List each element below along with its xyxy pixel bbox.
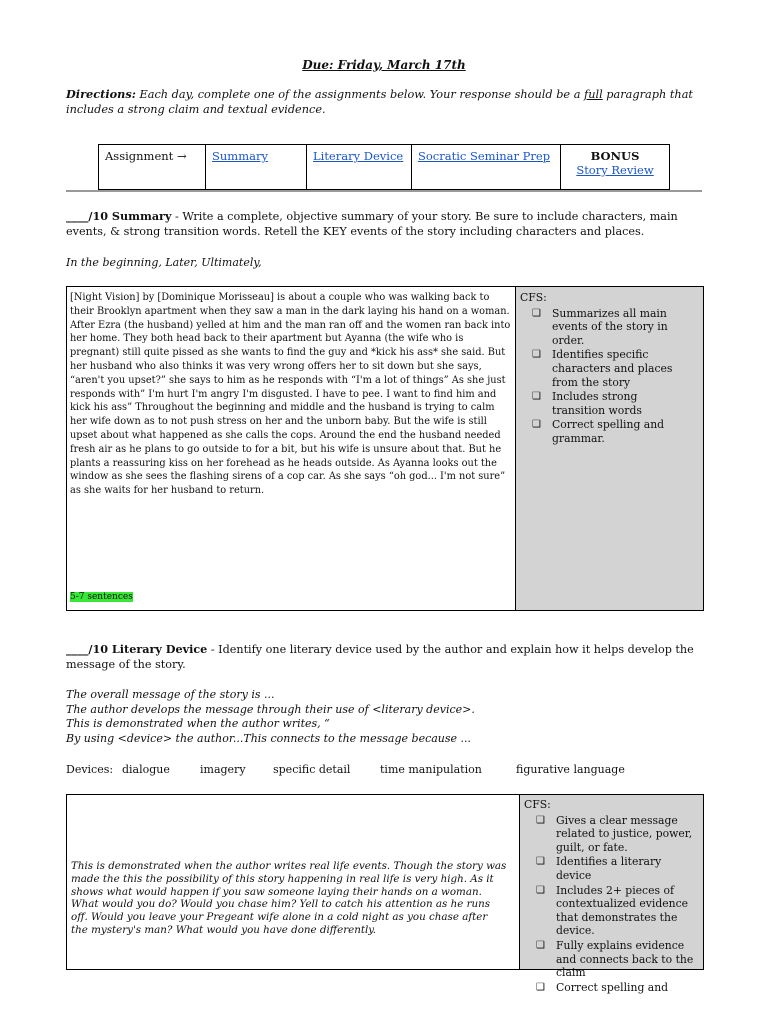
cfs-item: ❑ Correct spelling and grammar. xyxy=(532,418,690,445)
directions-label: Directions: xyxy=(66,87,136,101)
summary-response-box xyxy=(66,286,704,611)
literary-device-link[interactable]: Literary Device xyxy=(313,149,404,163)
summary-instructions: - Write a complete, objective summary of your story. Be sure to include characters, main events, & strong transition words. Retell the KEY events of the story including characters and places. xyxy=(66,210,678,238)
cfs-item: ❑ Fully explains evidence and connects back to the claim xyxy=(536,939,696,980)
due-date: Due: Friday, March 17th xyxy=(302,58,466,72)
cfs-item: ❑ Gives a clear message related to justice, power, guilt, or fate. xyxy=(536,814,696,855)
literary-response-text[interactable]: This is demonstrated when the author writes real life events. Though the story was made the this the possibility of this story happening in real life is very high. As it shows what would happen if you saw someone laying their hands on a woman. What would you do? Would you chase him? Yell to catch his attention as he runs off. Would you leave your Pregeant wife alone in a cold night as you chase after the mystery's man? What would you have done differently. xyxy=(71,860,507,936)
device-item: dialogue xyxy=(122,763,170,776)
starter-line: This is demonstrated when the author writes, “ xyxy=(66,717,330,730)
cfs-item: ❑ Includes 2+ pieces of contextualized evidence that demonstrates the device. xyxy=(536,884,696,938)
divider xyxy=(66,190,702,192)
story-review-link[interactable]: Story Review xyxy=(576,163,654,177)
bonus-cell xyxy=(561,145,670,190)
literary-score-label: ____/10 Literary Device xyxy=(66,642,208,656)
literary-starters xyxy=(66,688,475,746)
summary-score-label: ____/10 Summary xyxy=(66,209,172,223)
device-item: figurative language xyxy=(516,763,625,776)
directions-emphasis: full xyxy=(584,88,603,101)
literary-instructions: - Identify one literary device used by the author and explain how it helps develop the message of the story. xyxy=(66,643,694,671)
starter-line: The overall message of the story is ... xyxy=(66,688,275,701)
assignment-label: Assignment → xyxy=(99,145,206,190)
starter-line: By using <device> the author...This connects to the message because ... xyxy=(66,731,472,745)
cfs-label: CFS: xyxy=(520,291,547,304)
cfs-item: ❑ Summarizes all main events of the story in order. xyxy=(532,307,690,348)
summary-cfs-list xyxy=(516,307,690,446)
directions-text: Each day, complete one of the assignments below. Your response should be a xyxy=(135,88,585,101)
cfs-item: ❑ Includes strong transition words xyxy=(532,390,690,417)
cfs-item: ❑ Correct spelling and xyxy=(536,981,696,995)
directions xyxy=(66,87,706,117)
summary-cfs-panel xyxy=(515,287,703,610)
cfs-label: CFS: xyxy=(524,798,551,811)
summary-heading xyxy=(66,209,702,239)
starter-line: The author develops the message through their use of <literary device>. xyxy=(66,702,475,716)
device-item: imagery xyxy=(200,763,246,776)
summary-response-text[interactable]: [Night Vision] by [Dominique Morisseau] is about a couple who was walking back to their Brooklyn apartment when they saw a man in the dark laying his hand on a woman. After Ezra (the husband) yelled at him and the man ran off and the women ran back into her home. They both head back to their apartment but Ayanna (the wife who is pregnant) still quite pissed as she wants to find the guy and *kick his ass* she said. But her husband who also thinks it was very wrong offers her to sit down but she says, “aren't you upset?” she says to him as he responds with “I'm a lot of things” As she just responds with” I'm hurt I'm angry I'm disgusted. I have to pee. I want to find him and kick his ass” Throughout the beginning and middle and the husband is trying to calm her wife down as to not push stress on her and the unborn baby. But the wife is still upset about what happened as she calls the cops. Around the end the husband needed fresh air as he plans to go outside to for a bit, but his wife is unsure about that. But he plants a reassuring kiss on her forehead as he heads outside. As Ayanna looks out the window as she sees the flashing sirens of a cop car. As she says “oh god... I'm not sure” as she waits for her husband to return. xyxy=(70,292,511,497)
literary-response-box xyxy=(66,794,704,994)
bonus-title: BONUS xyxy=(590,149,640,163)
device-item: time manipulation xyxy=(380,763,482,776)
sentence-count-tag: 5-7 sentences xyxy=(70,592,133,602)
summary-starters: In the beginning, Later, Ultimately, xyxy=(66,256,262,269)
literary-cfs-panel xyxy=(519,795,703,994)
device-item: specific detail xyxy=(273,763,351,776)
cfs-item: ❑ Identifies a literary device xyxy=(536,855,696,882)
literary-heading xyxy=(66,642,702,672)
devices-label: Devices: xyxy=(66,763,114,776)
assignment-table xyxy=(98,144,670,190)
summary-link[interactable]: Summary xyxy=(212,149,268,163)
literary-cfs-list xyxy=(520,814,696,995)
cfs-item: ❑ Identifies specific characters and places from the story xyxy=(532,348,690,389)
socratic-seminar-link[interactable]: Socratic Seminar Prep xyxy=(418,149,551,163)
directions-text-end: paragraph that includes a strong claim and textual evidence. xyxy=(66,88,693,116)
